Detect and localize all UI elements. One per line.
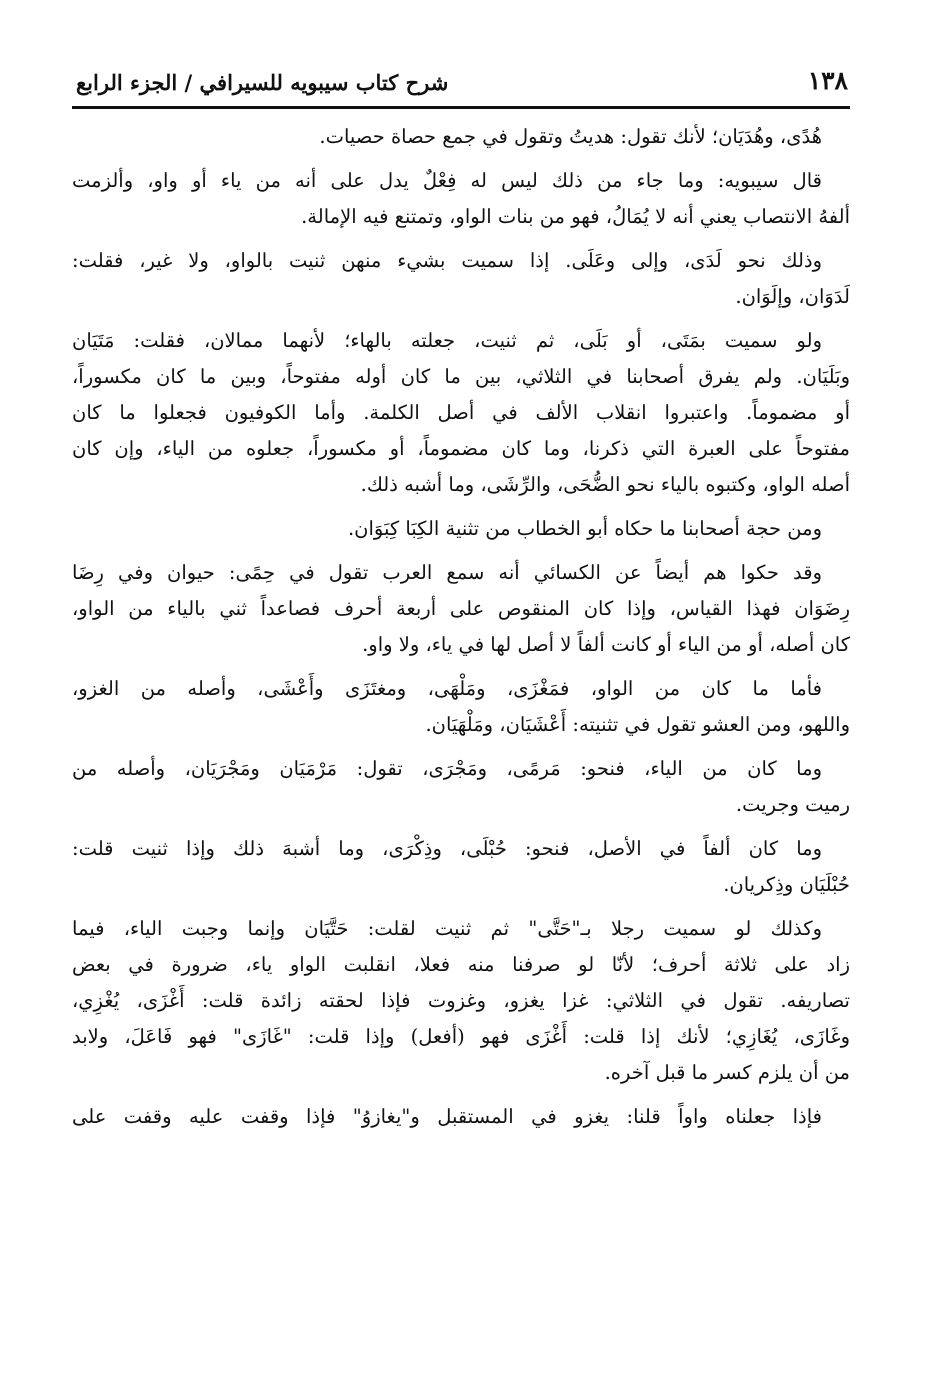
running-title: شرح كتاب سيبويه للسيرافي / الجزء الرابع <box>76 70 449 95</box>
text-line: ولو سميت بمَتَى، أو بَلَى، ثم ثنيت، جعلته بالهاء؛ لأنهما ممالان، فقلت: مَتَيَان <box>72 329 822 352</box>
text-line: فإذا جعلناه واواً قلنا: يغزو في المستقبل و"يغازوُ" فإذا وقفت عليه وقفت على <box>72 1105 822 1128</box>
text-line: أصله الواو، وكتبوه بالياء نحو الضُّحَى، والرِّشَى، وما أشبه ذلك. <box>360 473 850 496</box>
text-line: رميت وجريت. <box>735 793 850 816</box>
paragraph <box>72 671 850 743</box>
document-page <box>72 62 850 1143</box>
paragraph <box>72 751 850 823</box>
text-line: قال سيبويه: وما جاء من ذلك ليس له فِعْلٌ يدل على أنه من ياء أو واو، وألزمت <box>72 169 822 192</box>
text-line: وذلك نحو لَدَى، وإلى وعَلَى. إذا سميت بشيء منهن ثنيت بالواو، ولا غير، فقلت: <box>72 249 822 272</box>
text-line: ألفهُ الانتصاب يعني أنه لا يُمَالُ، فهو من بنات الواو، وتمتنع فيه الإمالة. <box>301 205 850 228</box>
text-line: فأما ما كان من الواو، فمَغْزَى، ومَلْهَى، ومغتَزَى وأَعْشَى، وأصله من الغزو، <box>72 677 822 700</box>
paragraph <box>72 831 850 903</box>
text-line: أو مضموماً. واعتبروا انقلاب الألف في أصل الكلمة. وأما الكوفيون فجعلوا ما كان <box>72 401 850 424</box>
text-line: وما كان من الياء، فنحو: مَرمًى، ومَجْرَى، تقول: مَرْمَيَان ومَجْرَيَان، وأصله من <box>72 757 822 780</box>
text-line: وبَلَيَان. ولم يفرق أصحابنا في الثلاثي، بين ما كان أوله مفتوحاً، وبين ما كان مكسوراً، <box>72 365 850 388</box>
text-line: مفتوحاً على العبرة التي ذكرنا، وما كان مضموماً، أو مكسوراً، جعلوه من الياء، وإن كان <box>72 437 850 460</box>
text-line: وكذلك لو سميت رجلا بـ"حَتَّى" ثم ثنيت لقلت: حَتَّيَان وإنما وجبت الياء، فيما <box>72 917 822 940</box>
paragraph <box>72 1099 850 1135</box>
paragraph <box>72 243 850 315</box>
text-line: رِضَوَان فهذا القياس، وإذا كان المنقوص على أربعة أحرف فصاعداً ثني بالياء من الواو، <box>72 597 850 620</box>
text-line: لَدَوَان، وإلَوَان. <box>735 285 850 308</box>
text-line: زاد على ثلاثة أحرف؛ لأنّا لو صرفنا منه فعلا، انقلبت الواو ياء، ضرورة في بعض <box>72 953 850 976</box>
text-line: واللهو، ومن العشو تقول في تثنيته: أَعْشَيَان، ومَلْهَيَان. <box>425 713 850 736</box>
paragraph <box>72 163 850 235</box>
text-line: وغَازَى، يُغَازِي؛ لأنك إذا قلت: أَغْزَى فهو (أفعل) وإذا قلت: "غَازَى" فهو فَاعَلَ، ولابد <box>72 1025 850 1048</box>
text-line: وما كان ألفاً في الأصل، فنحو: حُبْلَى، وذِكْرَى، وما أشبهَ ذلك وإذا ثنيت قلت: <box>72 837 822 860</box>
page-header <box>72 62 850 109</box>
paragraph <box>72 323 850 503</box>
paragraph <box>72 555 850 663</box>
text-line: كان أصله، أو من الياء أو كانت ألفاً لا أصل لها في ياء، ولا واو. <box>362 633 850 656</box>
paragraph <box>72 119 850 155</box>
paragraph <box>72 511 850 547</box>
paragraph <box>72 911 850 1091</box>
body-text <box>72 119 850 1135</box>
text-line: ومن حجة أصحابنا ما حكاه أبو الخطاب من تثنية الكِبَا كِبَوَان. <box>347 517 822 540</box>
text-line: حُبْلَيَان وذِكريان. <box>723 873 850 896</box>
text-line: وقد حكوا هم أيضاً عن الكسائي أنه سمع العرب تقول في حِمًى: حيوان وفي رِضَا <box>72 561 822 584</box>
page-number: ١٣٨ <box>807 66 848 95</box>
text-line: من أن يلزم كسر ما قبل آخره. <box>604 1061 850 1084</box>
text-line: هُدًى، وهُدَيَان؛ لأنك تقول: هديتُ وتقول في جمع حصاة حصيات. <box>319 125 822 148</box>
text-line: تصاريفه. تقول في الثلاثي: غزا يغزو، وغزوت فإذا لحقته زائدة قلت: أَغْزَى، يُغْزِي، <box>72 989 850 1012</box>
